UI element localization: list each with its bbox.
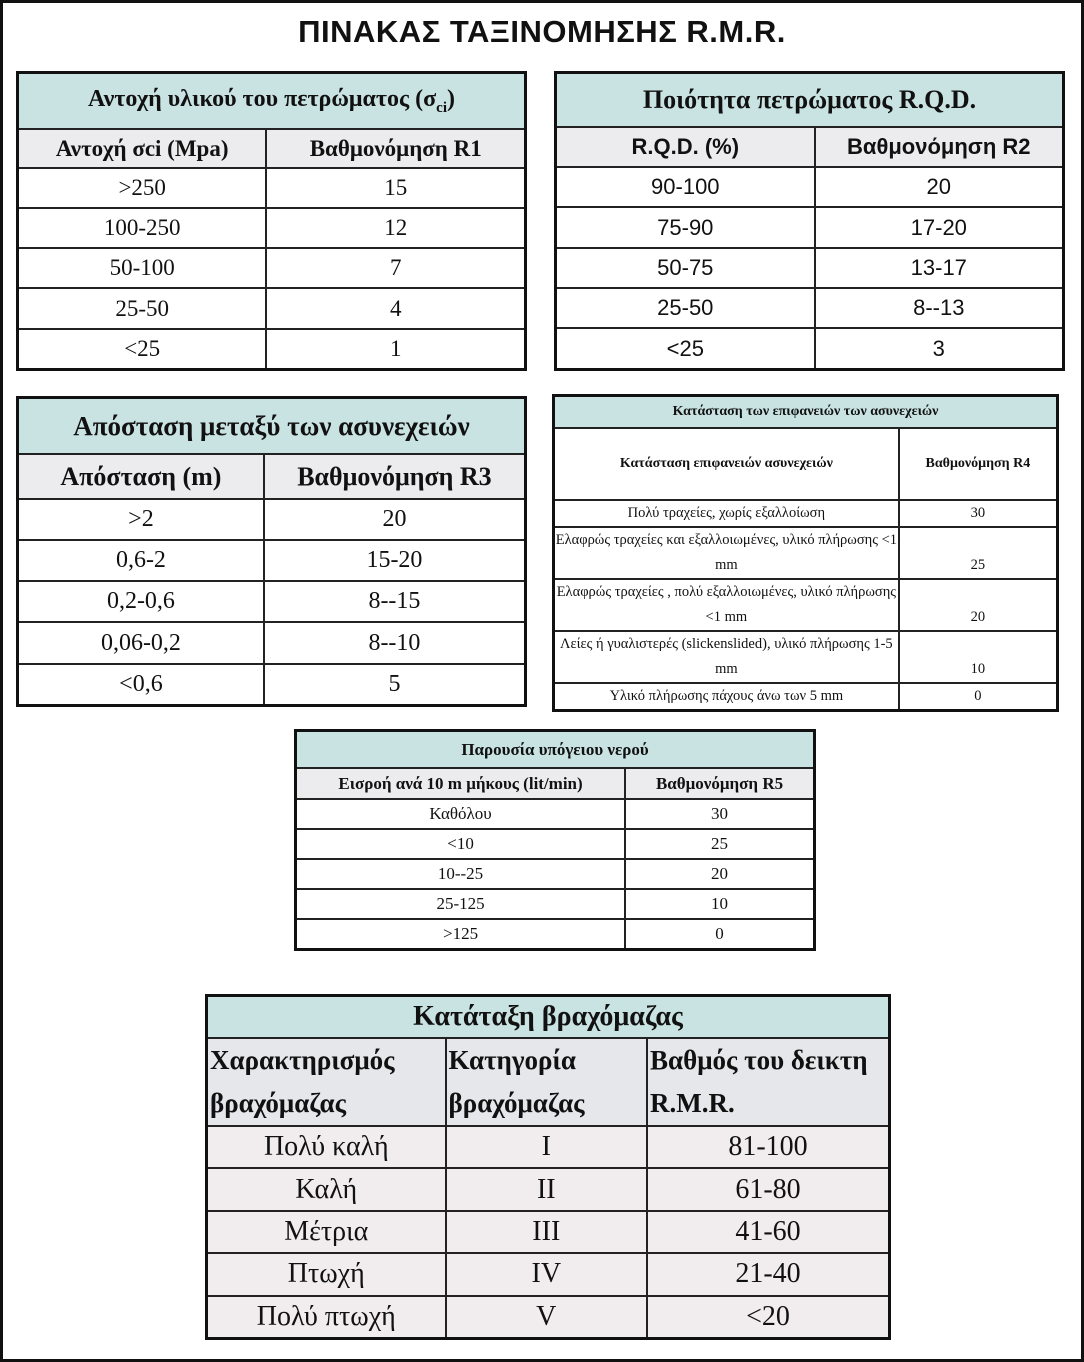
table-cell: 0 (899, 683, 1058, 711)
table-cell: 7 (266, 248, 525, 288)
table-cell: I (446, 1126, 647, 1168)
caption-subscript: ci (436, 99, 447, 116)
column-header: Βαθμονόμηση R4 (899, 428, 1058, 500)
table-cell: 0,06-0,2 (18, 622, 264, 663)
table-cell: Πολύ καλή (207, 1126, 446, 1168)
table-cell: 8--13 (815, 288, 1064, 328)
table-row (18, 664, 526, 706)
table-cell: Πτωχή (207, 1253, 446, 1295)
table-cell: 3 (815, 328, 1064, 369)
table-cell: 81-100 (647, 1126, 889, 1168)
column-header: Απόσταση (m) (18, 454, 264, 499)
table-cell: 10 (625, 889, 814, 919)
table-row (207, 1253, 890, 1295)
discontinuity-condition-table (552, 394, 1059, 712)
table-cell: II (446, 1168, 647, 1210)
table-cell: 10--25 (296, 859, 626, 889)
table-cell: 5 (264, 664, 526, 706)
table-cell: 12 (266, 208, 525, 248)
caption-end: ) (446, 85, 455, 112)
table-cell: >250 (18, 168, 267, 208)
table-cell: <25 (556, 328, 815, 369)
column-header: Βαθμονόμηση R3 (264, 454, 526, 499)
table-cell: >2 (18, 499, 264, 540)
table-row (296, 859, 815, 889)
table-row (207, 1211, 890, 1253)
column-header: Κατηγορία βραχόμαζας (446, 1038, 647, 1126)
table-cell: 20 (625, 859, 814, 889)
table-cell: 1 (266, 329, 525, 370)
table-row (556, 288, 1064, 328)
table-cell: 20 (264, 499, 526, 540)
table-row (556, 328, 1064, 369)
table-cell: 25 (899, 527, 1058, 579)
table-caption: Απόσταση μεταξύ των ασυνεχειών (18, 398, 526, 455)
table-cell: 20 (815, 167, 1064, 207)
table-cell: 50-100 (18, 248, 267, 288)
column-header: R.Q.D. (%) (556, 127, 815, 167)
table-cell: 30 (899, 500, 1058, 527)
table-row (18, 622, 526, 663)
table-cell: Καθόλου (296, 799, 626, 829)
table-row (556, 207, 1064, 247)
table-cell: Λείες ή γυαλιστερές (slickenslided), υλικό πλήρωσης 1-5 mm (554, 631, 899, 683)
table-cell: Ελαφρώς τραχείες , πολύ εξαλλοιωμένες, υλικό πλήρωσης <1 mm (554, 579, 899, 631)
table-cell: 41-60 (647, 1211, 889, 1253)
table-cell: IV (446, 1253, 647, 1295)
table-caption: Κατάσταση των επιφανειών των ασυνεχειών (554, 396, 1058, 429)
table-row (18, 208, 526, 248)
table-row (556, 167, 1064, 207)
table-cell: 50-75 (556, 248, 815, 288)
table-cell: 25-50 (556, 288, 815, 328)
column-header: Αντοχή σci (Mpa) (18, 129, 267, 168)
table-cell: 30 (625, 799, 814, 829)
table-cell: 8--15 (264, 581, 526, 622)
table-cell: 0,2-0,6 (18, 581, 264, 622)
table-row (556, 248, 1064, 288)
table-cell: III (446, 1211, 647, 1253)
table-cell: 21-40 (647, 1253, 889, 1295)
table-row (554, 579, 1058, 631)
table-cell: Ελαφρώς τραχείες και εξαλλοιωμένες, υλικό πλήρωσης <1 mm (554, 527, 899, 579)
table-row (296, 919, 815, 950)
table-cell: 20 (899, 579, 1058, 631)
table-cell: V (446, 1296, 647, 1339)
table-cell: 8--10 (264, 622, 526, 663)
table-caption (18, 73, 526, 130)
discontinuity-spacing-table (16, 396, 527, 707)
table-row (207, 1126, 890, 1168)
page-title: ΠΙΝΑΚΑΣ ΤΑΞΙΝΟΜΗΣΗΣ R.M.R. (298, 14, 786, 49)
groundwater-table (294, 729, 816, 951)
table-cell: 15-20 (264, 540, 526, 581)
table-cell: 13-17 (815, 248, 1064, 288)
table-cell: Μέτρια (207, 1211, 446, 1253)
table-cell: 100-250 (18, 208, 267, 248)
table-row (296, 799, 815, 829)
table-cell: Υλικό πλήρωσης πάχους άνω των 5 mm (554, 683, 899, 711)
table-row (554, 500, 1058, 527)
table-cell: 25-50 (18, 288, 267, 328)
table-row (18, 288, 526, 328)
table-cell: Καλή (207, 1168, 446, 1210)
table-cell: 10 (899, 631, 1058, 683)
table-cell: Πολύ πτωχή (207, 1296, 446, 1339)
table-row (207, 1296, 890, 1339)
caption-text: Αντοχή υλικού του πετρώματος (σ (88, 85, 437, 112)
table-row (18, 581, 526, 622)
rock-mass-classification-table (205, 994, 891, 1340)
table-cell: <25 (18, 329, 267, 370)
rock-strength-table (16, 71, 527, 371)
column-header: Βαθμονόμηση R5 (625, 768, 814, 799)
table-cell: Πολύ τραχείες, χωρίς εξαλλοίωση (554, 500, 899, 527)
table-cell: 90-100 (556, 167, 815, 207)
table-cell: 61-80 (647, 1168, 889, 1210)
table-row (554, 631, 1058, 683)
table-cell: <20 (647, 1296, 889, 1339)
table-row (207, 1168, 890, 1210)
table-row (554, 527, 1058, 579)
column-header: Εισροή ανά 10 m μήκους (lit/min) (296, 768, 626, 799)
table-cell: 25-125 (296, 889, 626, 919)
rqd-table (554, 71, 1065, 371)
table-cell: 15 (266, 168, 525, 208)
table-cell: 0,6-2 (18, 540, 264, 581)
table-row (18, 329, 526, 370)
table-caption: Παρουσία υπόγειου νερού (296, 731, 815, 769)
table-cell: >125 (296, 919, 626, 950)
table-cell: 75-90 (556, 207, 815, 247)
table-row (18, 499, 526, 540)
table-row (18, 168, 526, 208)
column-header: Χαρακτηρισμός βραχόμαζας (207, 1038, 446, 1126)
table-cell: 4 (266, 288, 525, 328)
column-header: Κατάσταση επιφανειών ασυνεχειών (554, 428, 899, 500)
table-cell: <10 (296, 829, 626, 859)
table-row (554, 683, 1058, 711)
table-row (18, 248, 526, 288)
column-header: Βαθμός του δεικτη R.M.R. (647, 1038, 889, 1126)
table-caption: Ποιότητα πετρώματος R.Q.D. (556, 73, 1064, 128)
table-row (18, 540, 526, 581)
table-caption: Κατάταξη βραχόμαζας (207, 996, 890, 1039)
column-header: Βαθμονόμηση R1 (266, 129, 525, 168)
table-cell: 25 (625, 829, 814, 859)
column-header: Βαθμονόμηση R2 (815, 127, 1064, 167)
table-cell: <0,6 (18, 664, 264, 706)
table-row (296, 889, 815, 919)
table-cell: 0 (625, 919, 814, 950)
table-row (296, 829, 815, 859)
table-cell: 17-20 (815, 207, 1064, 247)
